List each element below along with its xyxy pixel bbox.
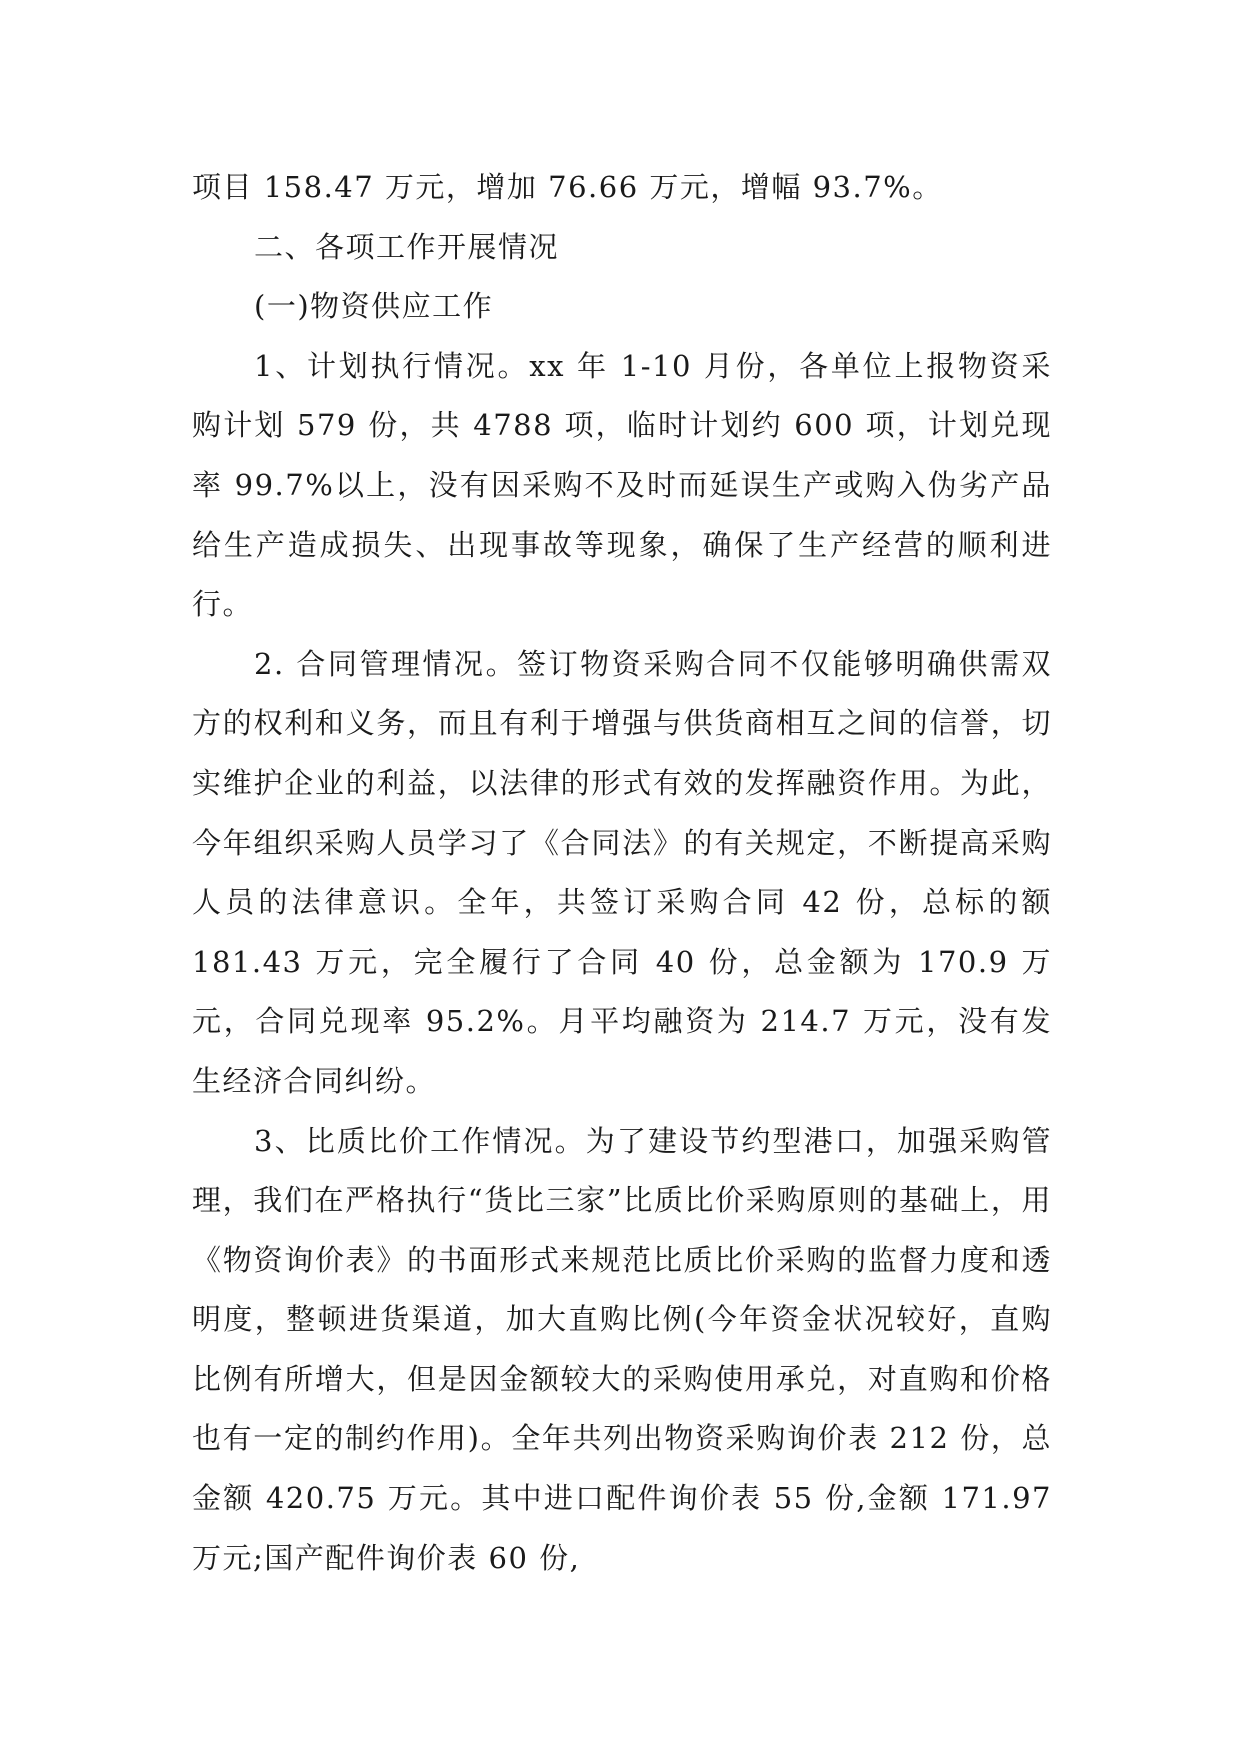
paragraph-continuation: 项目 158.47 万元，增加 76.66 万元，增幅 93.7%。 — [192, 170, 943, 204]
paragraph-contract-management: 2. 合同管理情况。签订物资采购合同不仅能够明确供需双方的权利和义务，而且有利于增强与供货商相互之间的信誉，切实维护企业的利益，以法律的形式有效的发挥融资作用。为此，今年组织采购人员学习了《合同法》的有关规定，不断提高采购人员的法律意识。全年，共签订采购合同 42 份，总标的额 181.43 万元，完全履行了合同 40 份，总金额为 170.9 万元，合同兑现率 95.2%。月平均融资为 214.7 万元，没有发生经济合同纠纷。 — [192, 646, 1052, 1098]
paragraph-plan-execution: 1、计划执行情况。xx 年 1-10 月份，各单位上报物资采购计划 579 份，共 4788 项，临时计划约 600 项，计划兑现率 99.7%以上，没有因采购不及时而延误生产或购入伪劣产品给生产造成损失、出现事故等现象，确保了生产经营的顺利进行。 — [192, 348, 1052, 622]
section-heading: 二、各项工作开展情况 — [254, 229, 560, 264]
paragraph-price-comparison: 3、比质比价工作情况。为了建设节约型港口，加强采购管理，我们在严格执行“货比三家”比质比价采购原则的基础上，用《物资询价表》的书面形式来规范比质比价采购的监督力度和透明度，整顿进货渠道，加大直购比例(今年资金状况较好，直购比例有所增大，但是因金额较大的采购使用承兑，对直购和价格也有一定的制约作用)。全年共列出物资采购询价表 212 份，总金额 420.75 万元。其中进口配件询价表 55 份,金额 171.97 万元;国产配件询价表 60 份, — [192, 1123, 1052, 1575]
document-body — [192, 158, 1052, 1588]
subsection-heading: (一)物资供应工作 — [254, 289, 494, 324]
